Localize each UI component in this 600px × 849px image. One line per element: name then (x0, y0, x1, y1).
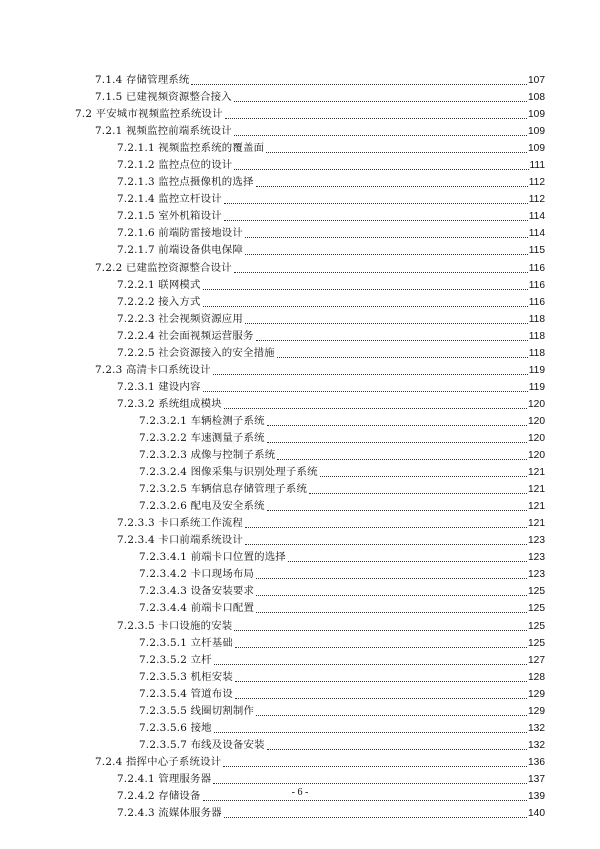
toc-entry[interactable] (75, 140, 545, 157)
toc-entry-page-number: 121 (528, 484, 545, 496)
toc-entry-title: 7.2.4.2 存储设备 (117, 789, 201, 802)
dot-leader (267, 498, 527, 511)
toc-entry-page-number: 137 (528, 773, 545, 785)
toc-entry-page-number: 116 (528, 262, 545, 274)
dot-leader (213, 771, 527, 784)
toc-entry[interactable] (75, 174, 545, 191)
toc-entry-page-number: 127 (528, 654, 545, 666)
toc-entry-title: 7.2.3.2.3 成像与控制子系统 (139, 449, 276, 462)
toc-entry[interactable] (75, 635, 545, 652)
toc-entry-page-number: 121 (528, 518, 545, 530)
toc-entry[interactable] (75, 396, 545, 413)
toc-entry-title: 7.2.3.2.5 车辆信息存储管理子系统 (139, 483, 308, 496)
dot-leader (234, 89, 527, 102)
dot-leader (224, 208, 528, 221)
dot-leader (214, 720, 527, 733)
toc-entry-page-number: 116 (528, 296, 545, 308)
toc-entry-title: 7.2.3.5.3 机柜安装 (139, 670, 233, 683)
toc-entry-title: 7.2.1.3 监控点摄像机的选择 (117, 176, 254, 189)
toc-entry-page-number: 120 (528, 398, 545, 410)
toc-entry-title: 7.2 平安城市视频监控系统设计 (75, 108, 223, 121)
toc-entry-title: 7.2.3.4.3 设备安装要求 (139, 585, 255, 598)
toc-entry[interactable] (75, 583, 545, 600)
toc-entry[interactable] (75, 652, 545, 669)
toc-entry-title: 7.2.3.4.4 前端卡口配置 (139, 602, 255, 615)
toc-entry-title: 7.2.1.1 视频监控系统的覆盖面 (117, 142, 265, 155)
toc-entry[interactable] (75, 311, 545, 328)
toc-entry[interactable] (75, 703, 545, 720)
toc-entry-page-number: 129 (528, 688, 545, 700)
toc-entry-page-number: 125 (528, 586, 545, 598)
dot-leader (235, 635, 527, 648)
toc-entry-page-number: 116 (528, 279, 545, 291)
toc-entry[interactable] (75, 379, 545, 396)
toc-entry-page-number: 123 (528, 569, 545, 581)
dot-leader (213, 362, 528, 375)
dot-leader (225, 106, 527, 119)
toc-entry[interactable] (75, 277, 545, 294)
toc-entry-title: 7.2.3.4.1 前端卡口位置的选择 (139, 551, 286, 564)
dot-leader (245, 225, 528, 238)
toc-entry[interactable] (75, 771, 545, 788)
dot-leader (267, 430, 527, 443)
toc-entry-page-number: 114 (528, 228, 545, 240)
toc-entry-page-number: 118 (528, 347, 545, 359)
toc-entry-title: 7.2.2.5 社会资源接入的安全措施 (117, 346, 275, 359)
dot-leader (235, 686, 527, 699)
toc-entry-page-number: 109 (528, 126, 545, 138)
dot-leader (224, 191, 528, 204)
toc-entry-title: 7.2.3.3 卡口系统工作流程 (117, 517, 243, 530)
toc-entry[interactable] (75, 430, 545, 447)
dot-leader (245, 242, 528, 255)
toc-entry[interactable] (75, 686, 545, 703)
toc-entry-title: 7.2.1 视频监控前端系统设计 (95, 125, 232, 138)
dot-leader (203, 277, 528, 290)
page-number: - 6 - (291, 787, 309, 798)
toc-entry-title: 7.2.3.2.2 车速测量子系统 (139, 431, 265, 444)
toc-entry-title: 7.2.3.2 系统组成模块 (117, 397, 222, 410)
toc-entry-page-number: 120 (528, 450, 545, 462)
toc-entry-page-number: 120 (528, 415, 545, 427)
toc-entry[interactable] (75, 294, 545, 311)
toc-entry-title: 7.2.3.5.7 布线及设备安装 (139, 738, 265, 751)
toc-entry-title: 7.2.2.3 社会视频资源应用 (117, 312, 243, 325)
dot-leader (203, 294, 528, 307)
toc-entry[interactable] (75, 447, 545, 464)
toc-entry-page-number: 136 (528, 756, 545, 768)
toc-entry-title: 7.1.5 已建视频资源整合接入 (95, 91, 232, 104)
toc-entry-page-number: 129 (528, 705, 545, 717)
toc-entry-page-number: 107 (528, 75, 545, 86)
toc-entry-page-number: 109 (528, 143, 545, 155)
toc-entry-page-number: 119 (528, 364, 545, 376)
toc-entry[interactable] (75, 106, 545, 123)
dot-leader (266, 140, 527, 153)
toc-entry[interactable] (75, 157, 545, 174)
toc-entry-page-number: 111 (529, 160, 545, 172)
toc-entry-title: 7.2.2.2 接入方式 (117, 295, 201, 308)
dot-leader (256, 600, 527, 613)
toc-entry[interactable] (75, 532, 545, 549)
toc-entry-page-number: 132 (528, 739, 545, 751)
toc-entry[interactable] (75, 123, 545, 140)
toc-entry[interactable] (75, 720, 545, 737)
toc-entry[interactable] (75, 362, 545, 379)
toc-entry-title: 7.2.3.5 卡口设施的安装 (117, 619, 233, 632)
toc-entry[interactable] (75, 549, 545, 566)
dot-leader (234, 260, 528, 273)
toc-entry-page-number: 109 (528, 109, 545, 121)
dot-leader (191, 72, 527, 85)
toc-entry[interactable] (75, 464, 545, 481)
toc-entry-page-number: 119 (528, 381, 545, 393)
toc-entry-title: 7.2.3.5.1 立杆基础 (139, 636, 233, 649)
toc-entry[interactable] (75, 737, 545, 754)
dot-leader (288, 549, 527, 562)
toc-entry-title: 7.2.3.1 建设内容 (117, 380, 201, 393)
toc-entry-title: 7.2.2 已建监控资源整合设计 (95, 261, 232, 274)
dot-leader (224, 805, 527, 818)
toc-entry-page-number: 118 (528, 330, 545, 342)
dot-leader (277, 447, 527, 460)
toc-entry-title: 7.2.3 高清卡口系统设计 (95, 363, 211, 376)
toc-entry-title: 7.2.3.2.6 配电及安全系统 (139, 500, 265, 513)
dot-leader (267, 413, 527, 426)
toc-entry[interactable] (75, 600, 545, 617)
toc-entry-title: 7.2.3.2.1 车辆检测子系统 (139, 414, 265, 427)
table-of-contents (75, 72, 545, 822)
toc-entry-title: 7.2.1.2 监控点位的设计 (117, 159, 233, 172)
dot-leader (234, 618, 527, 631)
toc-entry-title: 7.2.1.4 监控立杆设计 (117, 193, 222, 206)
toc-entry[interactable] (75, 566, 545, 583)
toc-entry[interactable] (75, 669, 545, 686)
toc-entry-title: 7.2.3.2.4 图像采集与识别处理子系统 (139, 466, 318, 479)
toc-entry-title: 7.2.2.4 社会面视频运营服务 (117, 329, 254, 342)
toc-entry-page-number: 123 (528, 535, 545, 547)
toc-entry-title: 7.2.3.5.6 接地 (139, 721, 212, 734)
dot-leader (214, 652, 527, 665)
toc-entry-page-number: 121 (528, 501, 545, 513)
dot-leader (309, 481, 527, 494)
toc-entry-title: 7.2.3.5.2 立杆 (139, 653, 212, 666)
dot-leader (234, 157, 528, 170)
toc-entry-page-number: 120 (528, 432, 545, 444)
dot-leader (235, 669, 527, 682)
toc-entry-page-number: 114 (528, 211, 545, 223)
toc-entry-title: 7.1.4 存储管理系统 (95, 74, 190, 86)
toc-entry-title: 7.2.1.7 前端设备供电保障 (117, 244, 243, 257)
dot-leader (256, 328, 528, 341)
toc-entry[interactable] (75, 481, 545, 498)
toc-entry[interactable] (75, 225, 545, 242)
toc-entry-title: 7.2.3.5.5 线圈切割制作 (139, 704, 255, 717)
toc-entry[interactable] (75, 72, 545, 89)
toc-entry-title: 7.2.3.5.4 管道布设 (139, 687, 233, 700)
toc-entry-page-number: 139 (528, 790, 545, 802)
toc-entry-title: 7.2.3.4 卡口前端系统设计 (117, 534, 243, 547)
toc-entry[interactable] (75, 413, 545, 430)
dot-leader (245, 515, 527, 528)
toc-entry-title: 7.2.2.1 联网模式 (117, 278, 201, 291)
toc-entry[interactable] (75, 89, 545, 106)
toc-entry-page-number: 125 (528, 637, 545, 649)
dot-leader (223, 754, 527, 767)
toc-entry[interactable] (75, 498, 545, 515)
toc-entry-page-number: 115 (528, 245, 545, 257)
toc-entry-title: 7.2.4.3 流媒体服务器 (117, 807, 222, 820)
dot-leader (256, 174, 528, 187)
toc-entry[interactable] (75, 260, 545, 277)
toc-entry-page-number: 132 (528, 722, 545, 734)
toc-entry[interactable] (75, 191, 545, 208)
toc-entry-page-number: 108 (528, 92, 545, 104)
toc-entry[interactable] (75, 208, 545, 225)
dot-leader (277, 345, 528, 358)
toc-entry-title: 7.2.1.5 室外机箱设计 (117, 210, 222, 223)
toc-entry-title: 7.2.1.6 前端防雷接地设计 (117, 227, 243, 240)
toc-entry-page-number: 125 (528, 620, 545, 632)
toc-entry-title: 7.2.4 指挥中心子系统设计 (95, 755, 222, 768)
toc-entry[interactable] (75, 328, 545, 345)
dot-leader (256, 703, 527, 716)
toc-entry-page-number: 118 (528, 313, 545, 325)
toc-entry[interactable] (75, 805, 545, 822)
dot-leader (320, 464, 527, 477)
toc-entry[interactable] (75, 242, 545, 259)
dot-leader (256, 566, 527, 579)
toc-entry[interactable] (75, 754, 545, 771)
toc-entry-page-number: 125 (528, 603, 545, 615)
dot-leader (245, 311, 528, 324)
dot-leader (224, 396, 527, 409)
toc-entry[interactable] (75, 345, 545, 362)
toc-entry-page-number: 112 (528, 177, 545, 189)
toc-entry[interactable] (75, 618, 545, 635)
dot-leader (203, 379, 528, 392)
toc-entry-page-number: 123 (528, 552, 545, 564)
toc-entry-page-number: 140 (528, 808, 545, 820)
dot-leader (234, 123, 527, 136)
toc-entry-page-number: 128 (528, 671, 545, 683)
toc-entry[interactable] (75, 515, 545, 532)
toc-entry-title: 7.2.3.4.2 卡口现场布局 (139, 568, 255, 581)
dot-leader (267, 737, 527, 750)
toc-entry-title: 7.2.4.1 管理服务器 (117, 772, 212, 785)
toc-entry-page-number: 121 (528, 467, 545, 479)
toc-entry-page-number: 112 (528, 194, 545, 206)
dot-leader (256, 583, 527, 596)
dot-leader (245, 532, 527, 545)
